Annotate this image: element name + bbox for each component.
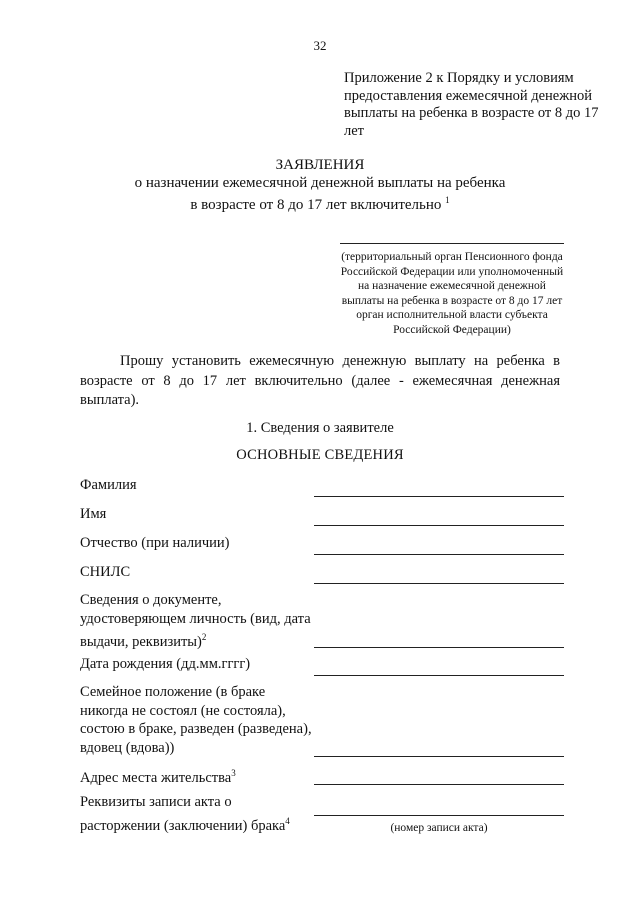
address-label-text: Адрес места жительства (80, 770, 232, 786)
subsection-heading: ОСНОВНЫЕ СВЕДЕНИЯ (236, 447, 404, 463)
name-label: Имя (80, 506, 107, 522)
address-field[interactable] (314, 784, 564, 785)
organ-caption: (территориальный орган Пенсионного фонда Российской Федерации или уполномоченный на назначение ежемесячной денежной выплаты на ребенка в возрасте от 8 до 17 лет орган исполнительной власти субъекта Российской Федерации) (340, 251, 564, 336)
surname-label: Фамилия (80, 477, 137, 493)
marriage-record-label-text: Реквизиты записи акта о расторжении (заключении) брака (80, 794, 286, 834)
patronymic-field[interactable] (314, 554, 564, 555)
record-number-caption: (номер записи акта) (390, 822, 488, 834)
title-line-3-text: в возрасте от 8 до 17 лет включительно (190, 197, 442, 213)
birth-date-field[interactable] (314, 675, 564, 676)
address-label (80, 764, 312, 788)
surname-field[interactable] (314, 496, 564, 497)
request-paragraph: Прошу установить ежемесячную денежную выплату на ребенка в возрасте от 8 до 17 лет включительно (далее - ежемесячная денежная выплата). (80, 353, 560, 408)
document-title (60, 157, 580, 215)
footnote-mark-2: 2 (201, 632, 207, 642)
patronymic-label: Отчество (при наличии) (80, 535, 230, 551)
snils-field[interactable] (314, 583, 564, 584)
id-document-label-text: Сведения о документе, удостоверяющем личность (вид, дата выдачи, реквизиты) (80, 592, 311, 650)
section-heading: 1. Сведения о заявителе (246, 420, 394, 436)
snils-label: СНИЛС (80, 564, 131, 580)
title-line-3 (60, 192, 580, 215)
marital-status-field[interactable] (314, 756, 564, 757)
marriage-record-field[interactable] (314, 815, 564, 816)
name-field[interactable] (314, 525, 564, 526)
marriage-record-label (80, 793, 312, 835)
organ-input-line[interactable] (340, 243, 564, 244)
footnote-mark-3: 3 (231, 768, 236, 778)
footnote-mark-4: 4 (285, 815, 290, 826)
appendix-note: Приложение 2 к Порядку и условиям предоставления ежемесячной денежной выплаты на ребенка в возрасте от 8 до 17 лет (344, 70, 599, 139)
page-number: 32 (313, 38, 327, 53)
marital-status-label: Семейное положение (в браке никогда не состоял (не состояла), состою в браке, разведен (разведена), вдовец (вдова)) (80, 684, 312, 756)
id-document-field[interactable] (314, 647, 564, 648)
footnote-mark-1: 1 (445, 195, 450, 205)
title-line-1: ЗАЯВЛЕНИЯ (275, 157, 365, 173)
id-document-label (80, 591, 312, 652)
title-line-2: о назначении ежемесячной денежной выплаты на ребенка (134, 174, 506, 191)
birth-date-label: Дата рождения (дд.мм.гггг) (80, 656, 251, 672)
